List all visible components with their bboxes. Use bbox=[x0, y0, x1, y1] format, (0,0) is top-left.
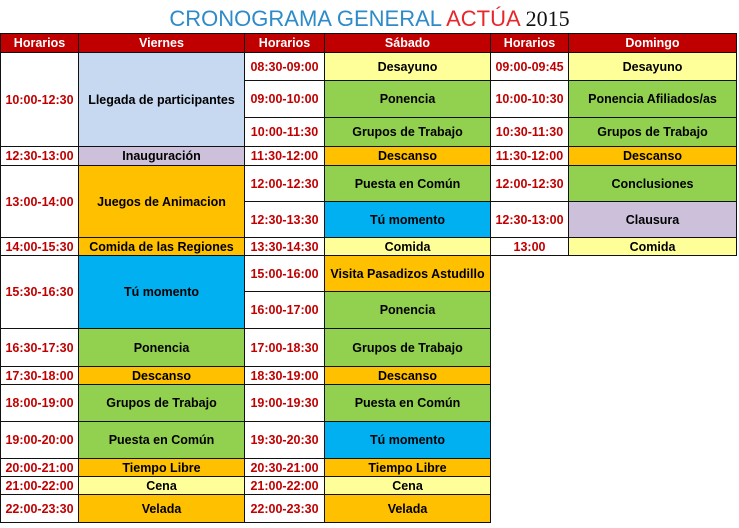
viernes-activity: Inauguración bbox=[79, 147, 245, 166]
viernes-time: 10:00-12:30 bbox=[1, 53, 79, 147]
viernes-time: 14:00-15:30 bbox=[1, 238, 79, 256]
sabado-time: 11:30-12:00 bbox=[245, 147, 325, 166]
viernes-activity: Grupos de Trabajo bbox=[79, 385, 245, 422]
sabado-time: 12:00-12:30 bbox=[245, 166, 325, 202]
viernes-time: 22:00-23:30 bbox=[1, 495, 79, 523]
sabado-activity: Velada bbox=[325, 495, 491, 523]
sabado-activity: Desayuno bbox=[325, 53, 491, 81]
domingo-time: 13:00 bbox=[491, 238, 569, 256]
viernes-time: 13:00-14:00 bbox=[1, 166, 79, 238]
schedule-table bbox=[0, 33, 737, 523]
sabado-time: 12:30-13:30 bbox=[245, 202, 325, 238]
sabado-activity: Cena bbox=[325, 477, 491, 495]
sabado-activity: Tiempo Libre bbox=[325, 459, 491, 477]
sabado-time: 19:30-20:30 bbox=[245, 422, 325, 459]
header-viernes: Viernes bbox=[79, 34, 245, 53]
viernes-time: 21:00-22:00 bbox=[1, 477, 79, 495]
domingo-time: 10:00-10:30 bbox=[491, 81, 569, 118]
title-year: 2015 bbox=[525, 6, 570, 31]
domingo-activity: Clausura bbox=[569, 202, 737, 238]
domingo-activity: Grupos de Trabajo bbox=[569, 118, 737, 147]
sabado-time: 09:00-10:00 bbox=[245, 81, 325, 118]
viernes-time: 15:30-16:30 bbox=[1, 256, 79, 329]
sabado-activity: Tú momento bbox=[325, 202, 491, 238]
sabado-time: 22:00-23:30 bbox=[245, 495, 325, 523]
header-horarios-sabado: Horarios bbox=[245, 34, 325, 53]
sabado-activity: Descanso bbox=[325, 367, 491, 385]
viernes-activity: Comida de las Regiones bbox=[79, 238, 245, 256]
page-title bbox=[0, 5, 739, 33]
sabado-activity: Descanso bbox=[325, 147, 491, 166]
domingo-activity: Desayuno bbox=[569, 53, 737, 81]
empty-area bbox=[491, 256, 737, 523]
viernes-time: 12:30-13:00 bbox=[1, 147, 79, 166]
domingo-activity: Descanso bbox=[569, 147, 737, 166]
sabado-activity: Comida bbox=[325, 238, 491, 256]
header-row bbox=[1, 34, 737, 53]
sabado-activity: Ponencia bbox=[325, 292, 491, 329]
domingo-time: 10:30-11:30 bbox=[491, 118, 569, 147]
sabado-activity: Ponencia bbox=[325, 81, 491, 118]
table-row bbox=[1, 256, 737, 292]
domingo-time: 12:30-13:00 bbox=[491, 202, 569, 238]
viernes-activity: Descanso bbox=[79, 367, 245, 385]
domingo-activity: Conclusiones bbox=[569, 166, 737, 202]
sabado-time: 19:00-19:30 bbox=[245, 385, 325, 422]
sabado-time: 15:00-16:00 bbox=[245, 256, 325, 292]
viernes-activity: Juegos de Animacion bbox=[79, 166, 245, 238]
viernes-activity: Puesta en Común bbox=[79, 422, 245, 459]
header-horarios-viernes: Horarios bbox=[1, 34, 79, 53]
sabado-time: 10:00-11:30 bbox=[245, 118, 325, 147]
sabado-time: 20:30-21:00 bbox=[245, 459, 325, 477]
sabado-activity: Visita Pasadizos Astudillo bbox=[325, 256, 491, 292]
viernes-time: 16:30-17:30 bbox=[1, 329, 79, 367]
viernes-activity: Tiempo Libre bbox=[79, 459, 245, 477]
sabado-activity: Grupos de Trabajo bbox=[325, 118, 491, 147]
table-row bbox=[1, 238, 737, 256]
sabado-time: 21:00-22:00 bbox=[245, 477, 325, 495]
sabado-time: 13:30-14:30 bbox=[245, 238, 325, 256]
viernes-activity: Cena bbox=[79, 477, 245, 495]
domingo-activity: Comida bbox=[569, 238, 737, 256]
header-sabado: Sábado bbox=[325, 34, 491, 53]
header-horarios-domingo: Horarios bbox=[491, 34, 569, 53]
title-part2: ACTÚA bbox=[446, 6, 520, 31]
sabado-activity: Puesta en Común bbox=[325, 385, 491, 422]
sabado-activity: Tú momento bbox=[325, 422, 491, 459]
viernes-time: 18:00-19:00 bbox=[1, 385, 79, 422]
viernes-activity: Tú momento bbox=[79, 256, 245, 329]
viernes-time: 20:00-21:00 bbox=[1, 459, 79, 477]
viernes-activity: Llegada de participantes bbox=[79, 53, 245, 147]
sabado-activity: Grupos de Trabajo bbox=[325, 329, 491, 367]
table-row bbox=[1, 166, 737, 202]
header-domingo: Domingo bbox=[569, 34, 737, 53]
sabado-time: 17:00-18:30 bbox=[245, 329, 325, 367]
sabado-time: 18:30-19:00 bbox=[245, 367, 325, 385]
sabado-time: 16:00-17:00 bbox=[245, 292, 325, 329]
table-row bbox=[1, 147, 737, 166]
domingo-time: 12:00-12:30 bbox=[491, 166, 569, 202]
title-part1: CRONOGRAMA GENERAL bbox=[169, 6, 442, 31]
domingo-time: 09:00-09:45 bbox=[491, 53, 569, 81]
viernes-time: 17:30-18:00 bbox=[1, 367, 79, 385]
viernes-activity: Ponencia bbox=[79, 329, 245, 367]
domingo-time: 11:30-12:00 bbox=[491, 147, 569, 166]
sabado-activity: Puesta en Común bbox=[325, 166, 491, 202]
sabado-time: 08:30-09:00 bbox=[245, 53, 325, 81]
domingo-activity: Ponencia Afiliados/as bbox=[569, 81, 737, 118]
table-row bbox=[1, 53, 737, 81]
viernes-time: 19:00-20:00 bbox=[1, 422, 79, 459]
viernes-activity: Velada bbox=[79, 495, 245, 523]
